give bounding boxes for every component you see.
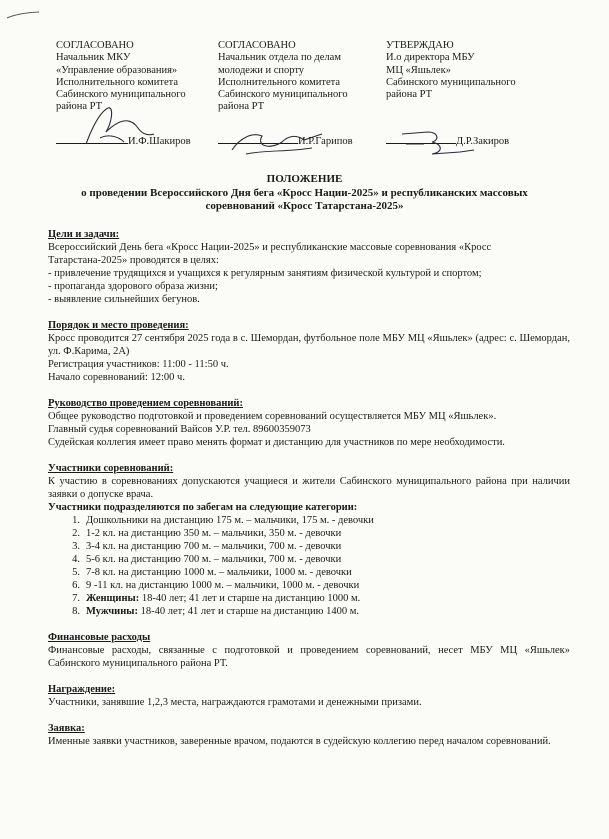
category-text: 7-8 кл. на дистанцию 1000 м. – мальчики, 1000 м. - девочки xyxy=(86,567,352,578)
category-number: 3. xyxy=(72,541,80,552)
title-line: ПОЛОЖЕНИЕ xyxy=(266,173,343,185)
section-awards xyxy=(48,683,570,709)
signer-name: И.Ф.Шакиров xyxy=(128,136,191,147)
section-application xyxy=(48,722,570,748)
approval-line: Исполнительного комитета xyxy=(218,76,341,88)
registration-time: Регистрация участников: 11:00 - 11:50 ч. xyxy=(48,359,229,370)
pen-mark xyxy=(6,10,40,20)
document-title xyxy=(0,173,609,214)
category-number: 2. xyxy=(72,528,80,539)
document-body xyxy=(48,228,570,748)
category-number: 8. xyxy=(72,606,80,617)
approval-line: района РТ xyxy=(386,89,433,101)
section-heading: Заявка: xyxy=(48,723,85,734)
category-label: Мужчины: xyxy=(86,606,138,617)
signature-zakirov xyxy=(398,120,478,160)
goal-item: - привлечение трудящихся и учащихся к регулярным занятиям физической культурой и спортом; xyxy=(48,268,482,279)
category-item xyxy=(62,514,570,527)
section-text: Кросс проводится 27 сентября 2025 года в с. Шемордан, футбольное поле МБУ МЦ «Яшьлек» (адрес: с. Шемордан, ул. Ф.Карима, 2А) xyxy=(48,333,570,357)
approval-heading: СОГЛАСОВАНО xyxy=(218,40,296,51)
category-text: Дошкольники на дистанцию 175 м. – мальчики, 175 м. - девочки xyxy=(86,515,374,526)
section-heading: Цели и задачи: xyxy=(48,229,120,240)
goal-item: - выявление сильнейших бегунов. xyxy=(48,294,200,305)
approval-line: Исполнительного комитета xyxy=(56,76,179,88)
section-heading: Участники соревнований: xyxy=(48,463,174,474)
category-text: 18-40 лет; 41 лет и старше на дистанцию 1400 м. xyxy=(137,606,359,617)
category-text: 9 -11 кл. на дистанцию 1000 м. – мальчики, 1000 м. - девочки xyxy=(86,580,360,591)
approval-line: Начальник отдела по делам xyxy=(218,52,341,64)
approval-heading: УТВЕРЖДАЮ xyxy=(386,40,454,51)
signer-name: Д.Р.Закиров xyxy=(456,136,510,147)
section-heading: Руководство проведением соревнований: xyxy=(48,398,243,409)
category-number: 7. xyxy=(72,593,80,604)
section-text: Всероссийский День бега «Кросс Нации-2025» и республиканские массовые соревнования «Кросс Татарстана-2025» проводятся в целях: xyxy=(48,242,492,266)
section-heading: Финансовые расходы xyxy=(48,632,151,643)
category-text: 3-4 кл. на дистанцию 700 м. – мальчики, 700 м. - девочки xyxy=(86,541,342,552)
category-item xyxy=(62,605,570,618)
section-goals xyxy=(48,228,570,306)
category-text-wrap xyxy=(86,514,374,527)
category-list xyxy=(48,514,570,618)
category-text: 18-40 лет; 41 лет и старше на дистанцию 1000 м. xyxy=(139,593,361,604)
section-text: К участию в соревнованиях допускаются учащиеся и жители Сабинского муниципального района при наличии заявки о допуске врача. xyxy=(48,476,570,500)
section-place xyxy=(48,319,570,384)
section-heading: Награждение: xyxy=(48,684,116,695)
signature-shakirov xyxy=(78,98,158,152)
signature-garipov xyxy=(226,120,326,160)
section-heading: Порядок и место проведения: xyxy=(48,320,189,331)
approval-line: молодежи и спорту xyxy=(218,64,305,76)
title-line: о проведении Всероссийского Дня бега «Кросс Нации-2025» и республиканских массовых xyxy=(81,186,528,199)
approval-line: Сабинского муниципального xyxy=(218,89,348,101)
category-item xyxy=(62,592,570,605)
category-label: Женщины: xyxy=(86,593,140,604)
section-text: Именные заявки участников, заверенные врачом, подаются в судейскую коллегию перед началом соревнований. xyxy=(48,736,551,747)
category-number: 4. xyxy=(72,554,80,565)
category-item xyxy=(62,579,570,592)
approval-line: МЦ «Яшьлек» xyxy=(386,64,451,76)
approval-line: Сабинского муниципального xyxy=(386,76,516,88)
category-text-wrap xyxy=(86,605,359,618)
start-time: Начало соревнований: 12:00 ч. xyxy=(48,372,185,383)
approval-block-youth xyxy=(218,40,348,114)
category-item xyxy=(62,566,570,579)
approval-heading: СОГЛАСОВАНО xyxy=(56,40,134,51)
category-item xyxy=(62,540,570,553)
category-item xyxy=(62,527,570,540)
category-number: 6. xyxy=(72,580,80,591)
section-text: Судейская коллегия имеет право менять формат и дистанцию для участников по мере необходимости. xyxy=(48,437,505,448)
categories-heading: Участники подразделяются по забегам на следующие категории: xyxy=(48,502,358,513)
approval-line: Сабинского муниципального xyxy=(56,89,186,101)
section-text: Общее руководство подготовкой и проведением соревнований осуществляется МБУ МЦ «Яшьлек». xyxy=(48,411,497,422)
approval-line: «Управление образования» xyxy=(56,64,178,76)
category-text-wrap xyxy=(86,540,341,553)
category-text-wrap xyxy=(86,592,360,605)
approval-line: Начальник МКУ xyxy=(56,52,131,64)
category-number: 1. xyxy=(72,515,80,526)
section-finance xyxy=(48,631,570,670)
signer-name: И.Р.Гарипов xyxy=(298,136,353,147)
title-line: соревнований «Кросс Татарстана-2025» xyxy=(205,200,404,212)
section-text: Финансовые расходы, связанные с подготовкой и проведением соревнований, несет МБУ МЦ «Яшьлек» Сабинского муниципального района РТ. xyxy=(48,645,570,669)
approval-blocks xyxy=(48,40,568,160)
approval-line: района РТ xyxy=(56,101,103,113)
approval-line: И.о директора МБУ xyxy=(386,52,475,64)
category-number: 5. xyxy=(72,567,80,578)
category-text-wrap xyxy=(86,579,359,592)
category-text-wrap xyxy=(86,566,352,579)
category-text: 1-2 кл. на дистанцию 350 м. – мальчики, 350 м. - девочки xyxy=(86,528,342,539)
category-item xyxy=(62,553,570,566)
goal-item: - пропаганда здорового образа жизни; xyxy=(48,281,218,292)
section-participants xyxy=(48,462,570,618)
category-text: 5-6 кл. на дистанцию 700 м. – мальчики, 700 м. - девочки xyxy=(86,554,342,565)
section-management xyxy=(48,397,570,449)
category-text-wrap xyxy=(86,527,341,540)
approval-block-director xyxy=(386,40,516,101)
category-text-wrap xyxy=(86,553,341,566)
approval-line: района РТ xyxy=(218,101,265,113)
chief-judge: Главный судья соревнований Вайсов У.Р. тел. 89600359073 xyxy=(48,424,311,435)
section-text: Участники, занявшие 1,2,3 места, награждаются грамотами и денежными призами. xyxy=(48,697,422,708)
